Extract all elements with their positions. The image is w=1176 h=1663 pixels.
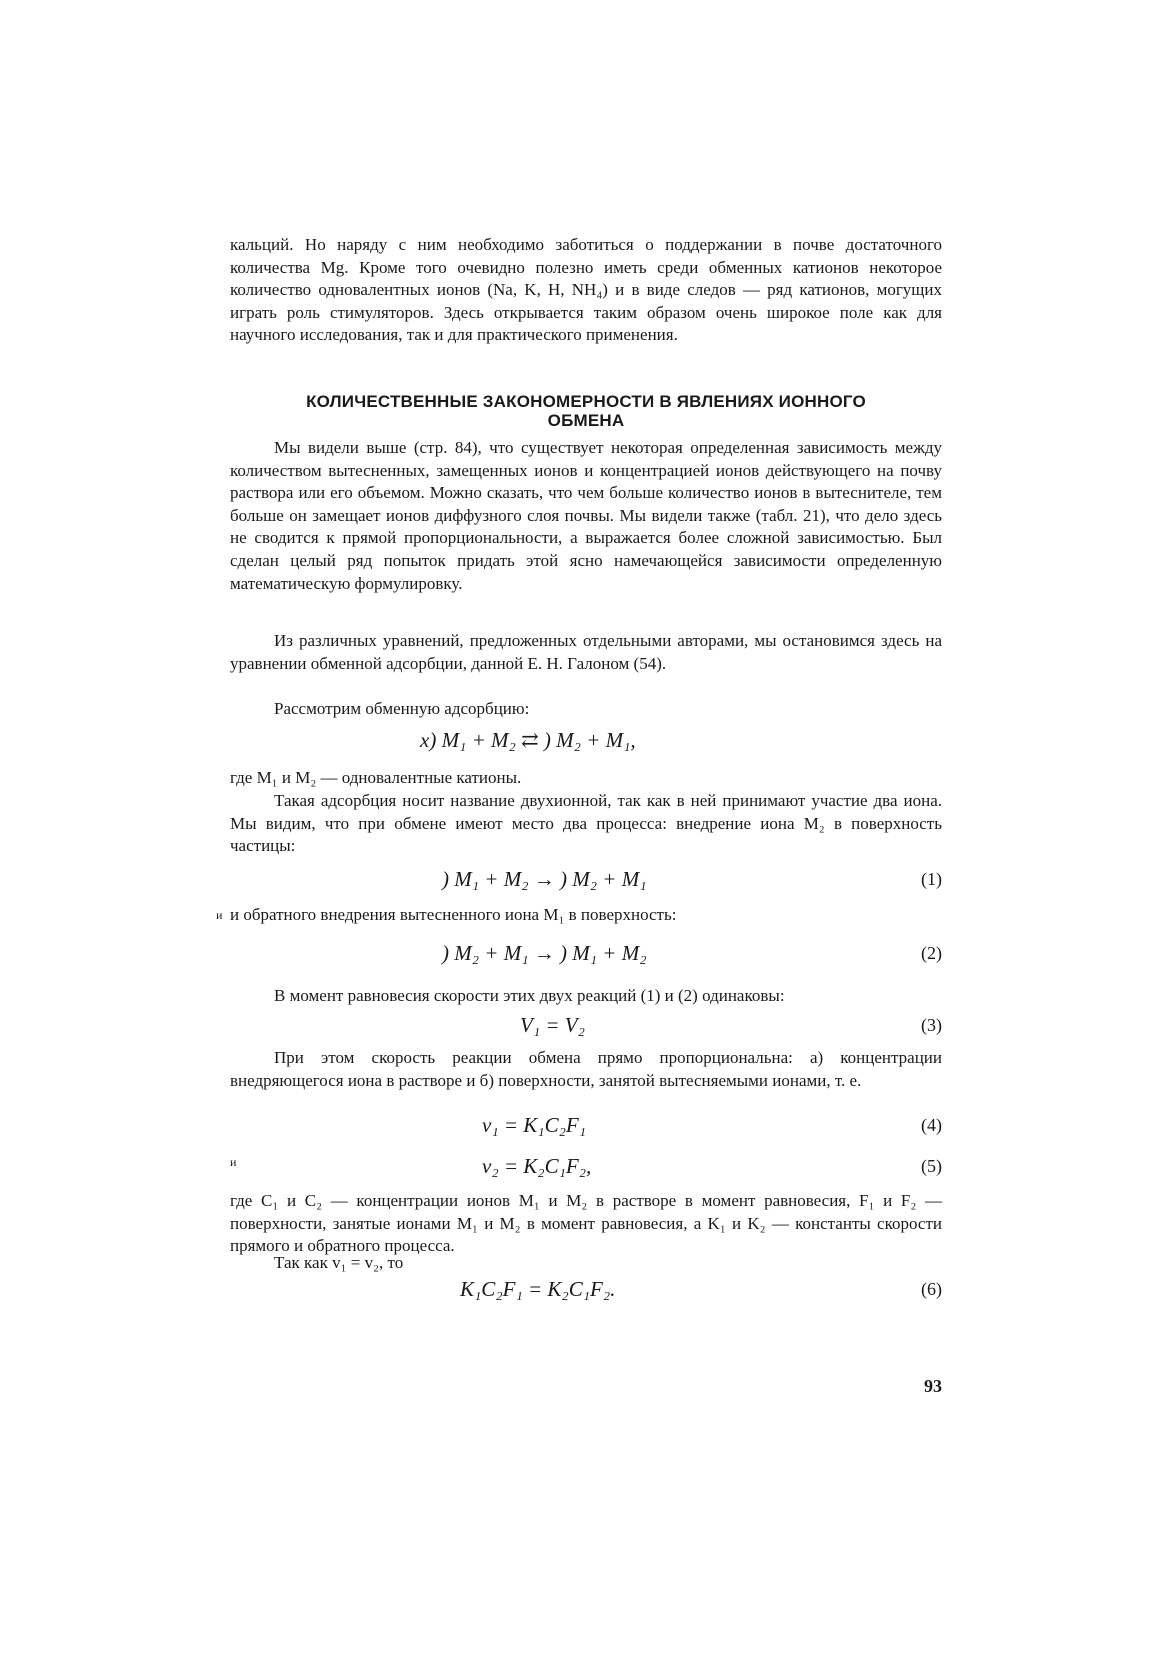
equation-6 <box>230 1272 942 1308</box>
paragraph-text: При этом скорость реакции обмена прямо пропорциональна: а) концентрации внедряющегося иона в растворе и б) поверхности, занятой вытесняемыми ионами, т. е. <box>230 1048 942 1090</box>
equation-number: (4) <box>921 1115 942 1135</box>
equation-formula: x) M₁ + M₂ ⇄ ) M₂ + M₁, <box>420 728 636 752</box>
paragraph-text: и обратного внедрения вытесненного иона M₁ в поверхность: <box>230 905 677 924</box>
paragraph-dependence <box>230 437 942 595</box>
section-heading <box>230 392 942 430</box>
equation-number: (1) <box>921 869 942 889</box>
paragraph-where <box>230 1190 942 1258</box>
paragraph-text: Мы видели выше (стр. 84), что существует некоторая определенная зависимость между количеством вытесненных, замещенных ионов и концентрацией ионов действующего на почву раствора или его объемом. Можно сказать, что чем больше количество ионов в вытеснителе, тем больше он замещает ионов диффузного слоя почвы. Мы видели также (табл. 21), что дело здесь не сводится к прямой пропорциональности, а выражается более сложной зависимостью. Был сделан целый ряд попыток придать этой ясно намечающейся зависимости определенную математическую формулировку. <box>230 438 942 593</box>
paragraph-text: где M₁ и M₂ — одновалентные катионы. <box>230 768 522 787</box>
equation-1 <box>230 862 942 898</box>
equation-formula: ) M₁ + M₂ → ) M₂ + M₁ <box>442 867 647 891</box>
paragraph-equilibrium <box>230 985 942 1008</box>
paragraph-text: кальций. Но наряду с ним необходимо заботиться о поддержании в почве достаточного количества Mg. Кроме того очевидно полезно иметь среди обменных катионов некоторое количество одновалентных ионов (Na, K, H, NH₄) и в виде следов — ряд катионов, могущих играть роль стимуляторов. Здесь открывается таким образом очень широкое поле как для научного исследования, так и для практического применения. <box>230 235 942 345</box>
equation-4 <box>230 1108 942 1144</box>
equation-number: (3) <box>921 1015 942 1035</box>
paragraph-text: Из различных уравнений, предложенных отдельными авторами, мы остановимся здесь на уравнении обменной адсорбции, данной Е. Н. Галоном (54). <box>230 631 942 673</box>
paragraph-reverse <box>230 904 942 927</box>
heading-line-2: ОБМЕНА <box>547 411 625 430</box>
paragraph-text: В момент равновесия скорости этих двух реакций (1) и (2) одинаковы: <box>274 986 785 1005</box>
book-page <box>216 0 942 1663</box>
equation-5 <box>230 1149 942 1185</box>
paragraph-text: Рассмотрим обменную адсорбцию: <box>274 699 530 718</box>
equation-number: (2) <box>921 943 942 963</box>
paragraph-text: где C₁ и C₂ — концентрации ионов M₁ и M₂ в растворе в момент равновесия, F₁ и F₂ — поверхности, занятые ионами M₁ и M₂ в момент равновесия, а K₁ и K₂ — константы скорости прямого и обратного процесса. <box>230 1191 942 1256</box>
paragraph-equations-choice <box>230 630 942 675</box>
equation-number: (5) <box>921 1156 942 1176</box>
equation-exchange <box>230 723 942 759</box>
heading-line-1: КОЛИЧЕСТВЕННЫЕ ЗАКОНОМЕРНОСТИ В ЯВЛЕНИЯХ ИОННОГО <box>306 392 866 411</box>
paragraph-two-ion <box>230 790 942 858</box>
equation-formula: ) M₂ + M₁ → ) M₁ + M₂ <box>442 941 647 965</box>
paragraph-cations <box>230 767 942 790</box>
paragraph-text: Такая адсорбция носит название двухионной, так как в ней принимают участие два иона. Мы видим, что при обмене имеют место два процесса: внедрение иона M₂ в поверхность частицы: <box>230 791 942 856</box>
paragraph-rate <box>230 1047 942 1092</box>
equation-formula: V₁ = V₂ <box>520 1013 585 1037</box>
equation-2 <box>230 936 942 972</box>
margin-mark: и <box>216 908 223 922</box>
equation-formula: v₁ = K₁C₂F₁ <box>482 1113 587 1137</box>
paragraph-text: Так как v₁ = v₂, то <box>274 1253 404 1272</box>
equation-3 <box>230 1008 942 1044</box>
equation-number: (6) <box>921 1279 942 1299</box>
paragraph-consider <box>230 698 942 721</box>
equation-formula: v₂ = K₂C₁F₂, <box>482 1154 592 1178</box>
page-number: 93 <box>924 1376 942 1396</box>
paragraph-intro <box>230 234 942 347</box>
margin-mark: и <box>230 1155 237 1169</box>
equation-formula: K₁C₂F₁ = K₂C₁F₂. <box>460 1277 616 1301</box>
